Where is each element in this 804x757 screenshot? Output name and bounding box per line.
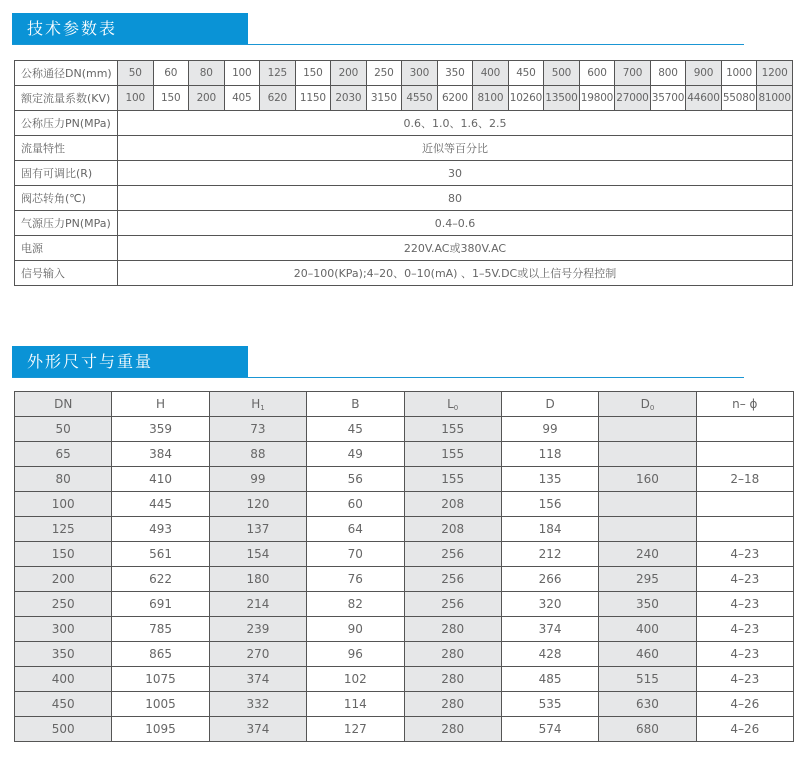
table-row-kv [15, 86, 793, 111]
table-cell: 155 [404, 467, 501, 492]
table-cell: 3150 [366, 86, 402, 111]
tech-params-table [14, 60, 793, 286]
section-title: 外形尺寸与重量 [12, 346, 248, 377]
table-cell: 359 [112, 417, 209, 442]
table-cell: 19800 [579, 86, 615, 111]
table-cell: 4–23 [696, 617, 793, 642]
row-label: 额定流量系数(KV) [15, 86, 118, 111]
table-cell: 118 [501, 442, 598, 467]
table-cell: 374 [209, 717, 306, 742]
column-header [501, 392, 598, 417]
table-cell: 100 [15, 492, 112, 517]
table-row [15, 542, 794, 567]
table-cell: 250 [15, 592, 112, 617]
table-cell: 150 [153, 86, 189, 111]
row-label: 公称通径DN(mm) [15, 61, 118, 86]
table-cell: 515 [599, 667, 696, 692]
table-cell: 900 [686, 61, 722, 86]
table-cell: 156 [501, 492, 598, 517]
row-label: 流量特性 [15, 136, 118, 161]
table-cell: 250 [366, 61, 402, 86]
table-cell: 450 [508, 61, 544, 86]
table-cell: 450 [15, 692, 112, 717]
table-cell: 800 [650, 61, 686, 86]
column-header [404, 392, 501, 417]
table-cell: 4–26 [696, 692, 793, 717]
header-subscript: 1 [260, 403, 265, 412]
column-header [15, 392, 112, 417]
table-cell: 13500 [544, 86, 580, 111]
table-cell: 4550 [402, 86, 438, 111]
row-label: 气源压力PN(MPa) [15, 211, 118, 236]
table-cell: 55080 [721, 86, 757, 111]
table-cell: 212 [501, 542, 598, 567]
table-cell [696, 517, 793, 542]
table-cell: 100 [224, 61, 260, 86]
table-cell: 208 [404, 517, 501, 542]
table-header-row [15, 392, 794, 417]
table-cell: 630 [599, 692, 696, 717]
table-cell: 535 [501, 692, 598, 717]
table-cell: 120 [209, 492, 306, 517]
column-header [307, 392, 404, 417]
header-label: D [640, 396, 650, 411]
table-row [15, 161, 793, 186]
header-label: B [351, 397, 360, 411]
table-cell: 865 [112, 642, 209, 667]
row-label: 电源 [15, 236, 118, 261]
table-cell: 239 [209, 617, 306, 642]
table-cell: 60 [153, 61, 189, 86]
table-cell: 137 [209, 517, 306, 542]
section-header-dimensions [12, 346, 744, 378]
table-cell: 1095 [112, 717, 209, 742]
table-cell: 125 [260, 61, 296, 86]
table-cell: 400 [15, 667, 112, 692]
table-cell: 27000 [615, 86, 651, 111]
table-cell: 460 [599, 642, 696, 667]
row-label: 阀芯转角(℃) [15, 186, 118, 211]
table-cell: 374 [209, 667, 306, 692]
row-value: 30 [118, 161, 793, 186]
table-cell: 350 [15, 642, 112, 667]
table-cell: 574 [501, 717, 598, 742]
table-cell [696, 492, 793, 517]
row-label: 固有可调比(R) [15, 161, 118, 186]
header-label: DN [54, 397, 73, 411]
table-cell: 80 [189, 61, 225, 86]
table-cell: 270 [209, 642, 306, 667]
table-cell: 1075 [112, 667, 209, 692]
table-cell: 240 [599, 542, 696, 567]
table-cell: 2–18 [696, 467, 793, 492]
table-cell: 155 [404, 417, 501, 442]
table-cell [696, 442, 793, 467]
table-cell [599, 517, 696, 542]
table-cell: 50 [15, 417, 112, 442]
table-cell: 127 [307, 717, 404, 742]
table-cell: 160 [599, 467, 696, 492]
table-cell [599, 417, 696, 442]
table-row [15, 111, 793, 136]
row-value: 220V.AC或380V.AC [118, 236, 793, 261]
table-cell: 691 [112, 592, 209, 617]
table-cell: 135 [501, 467, 598, 492]
table-cell: 300 [402, 61, 438, 86]
table-cell: 35700 [650, 86, 686, 111]
table-cell: 99 [501, 417, 598, 442]
table-cell: 332 [209, 692, 306, 717]
table-cell: 620 [260, 86, 296, 111]
header-label: L [447, 396, 454, 411]
table-cell: 150 [15, 542, 112, 567]
table-cell: 4–23 [696, 542, 793, 567]
table-cell: 700 [615, 61, 651, 86]
table-cell: 155 [404, 442, 501, 467]
table-cell: 400 [599, 617, 696, 642]
table-row [15, 567, 794, 592]
table-cell: 280 [404, 717, 501, 742]
table-cell: 622 [112, 567, 209, 592]
table-row [15, 186, 793, 211]
table-cell: 100 [118, 86, 154, 111]
table-cell: 493 [112, 517, 209, 542]
table-row [15, 667, 794, 692]
table-cell: 90 [307, 617, 404, 642]
table-row-dn [15, 61, 793, 86]
table-cell: 405 [224, 86, 260, 111]
table-cell: 350 [599, 592, 696, 617]
table-cell: 44600 [686, 86, 722, 111]
table-cell: 374 [501, 617, 598, 642]
table-row [15, 236, 793, 261]
table-cell: 256 [404, 592, 501, 617]
table-cell: 150 [295, 61, 331, 86]
header-label: D [545, 397, 555, 411]
table-row [15, 592, 794, 617]
table-cell: 561 [112, 542, 209, 567]
dimensions-table [14, 391, 794, 742]
table-cell: 785 [112, 617, 209, 642]
header-label: n– ϕ [732, 397, 758, 411]
table-cell: 4–23 [696, 667, 793, 692]
table-cell: 200 [15, 567, 112, 592]
table-cell: 266 [501, 567, 598, 592]
row-value: 20–100(KPa);4–20、0–10(mA) 、1–5V.DC或以上信号分程控制 [118, 261, 793, 286]
table-cell: 280 [404, 642, 501, 667]
row-label: 信号输入 [15, 261, 118, 286]
header-subscript: 0 [649, 403, 655, 412]
table-row [15, 136, 793, 161]
table-cell: 114 [307, 692, 404, 717]
table-cell: 4–26 [696, 717, 793, 742]
table-row [15, 717, 794, 742]
table-row [15, 467, 794, 492]
column-header [599, 392, 696, 417]
table-cell: 1005 [112, 692, 209, 717]
table-cell: 8100 [473, 86, 509, 111]
table-cell: 600 [579, 61, 615, 86]
table-cell: 80 [15, 467, 112, 492]
table-cell: 428 [501, 642, 598, 667]
table-cell: 280 [404, 692, 501, 717]
table-cell: 256 [404, 542, 501, 567]
column-header [696, 392, 793, 417]
table-cell: 500 [544, 61, 580, 86]
table-cell: 295 [599, 567, 696, 592]
table-cell: 2030 [331, 86, 367, 111]
header-label: H [251, 396, 261, 411]
table-cell: 200 [189, 86, 225, 111]
table-cell [599, 492, 696, 517]
section-title: 技术参数表 [12, 13, 248, 44]
table-cell: 76 [307, 567, 404, 592]
table-cell: 56 [307, 467, 404, 492]
column-header [209, 392, 306, 417]
table-cell: 214 [209, 592, 306, 617]
table-cell: 102 [307, 667, 404, 692]
table-cell: 45 [307, 417, 404, 442]
table-cell: 10260 [508, 86, 544, 111]
table-row [15, 617, 794, 642]
table-cell: 65 [15, 442, 112, 467]
table-row [15, 261, 793, 286]
table-cell: 384 [112, 442, 209, 467]
table-cell: 70 [307, 542, 404, 567]
table-cell: 320 [501, 592, 598, 617]
table-cell: 500 [15, 717, 112, 742]
table-cell: 64 [307, 517, 404, 542]
table-cell: 4–23 [696, 567, 793, 592]
table-cell: 280 [404, 667, 501, 692]
table-cell: 81000 [757, 86, 793, 111]
table-cell: 4–23 [696, 592, 793, 617]
section-header-tech-params [12, 13, 744, 45]
table-cell: 4–23 [696, 642, 793, 667]
table-cell: 180 [209, 567, 306, 592]
table-cell: 350 [437, 61, 473, 86]
table-cell: 184 [501, 517, 598, 542]
table-cell: 154 [209, 542, 306, 567]
table-cell: 300 [15, 617, 112, 642]
header-label: H [156, 397, 166, 411]
table-cell: 96 [307, 642, 404, 667]
table-cell: 60 [307, 492, 404, 517]
table-row [15, 517, 794, 542]
table-cell: 445 [112, 492, 209, 517]
table-row [15, 692, 794, 717]
table-cell: 88 [209, 442, 306, 467]
table-cell: 400 [473, 61, 509, 86]
row-value: 0.4–0.6 [118, 211, 793, 236]
table-cell: 208 [404, 492, 501, 517]
table-cell: 49 [307, 442, 404, 467]
header-subscript: 0 [453, 403, 459, 412]
table-cell: 6200 [437, 86, 473, 111]
table-cell: 680 [599, 717, 696, 742]
row-label: 公称压力PN(MPa) [15, 111, 118, 136]
table-row [15, 417, 794, 442]
table-cell: 1000 [721, 61, 757, 86]
table-cell: 125 [15, 517, 112, 542]
row-value: 0.6、1.0、1.6、2.5 [118, 111, 793, 136]
table-row [15, 211, 793, 236]
table-cell: 73 [209, 417, 306, 442]
column-header [112, 392, 209, 417]
table-cell: 1200 [757, 61, 793, 86]
table-cell: 200 [331, 61, 367, 86]
table-cell: 1150 [295, 86, 331, 111]
table-cell [696, 417, 793, 442]
table-row [15, 492, 794, 517]
table-row [15, 642, 794, 667]
row-value: 80 [118, 186, 793, 211]
table-cell [599, 442, 696, 467]
row-value: 近似等百分比 [118, 136, 793, 161]
table-cell: 82 [307, 592, 404, 617]
table-cell: 280 [404, 617, 501, 642]
table-cell: 410 [112, 467, 209, 492]
table-cell: 99 [209, 467, 306, 492]
table-cell: 50 [118, 61, 154, 86]
table-row [15, 442, 794, 467]
table-cell: 485 [501, 667, 598, 692]
table-cell: 256 [404, 567, 501, 592]
